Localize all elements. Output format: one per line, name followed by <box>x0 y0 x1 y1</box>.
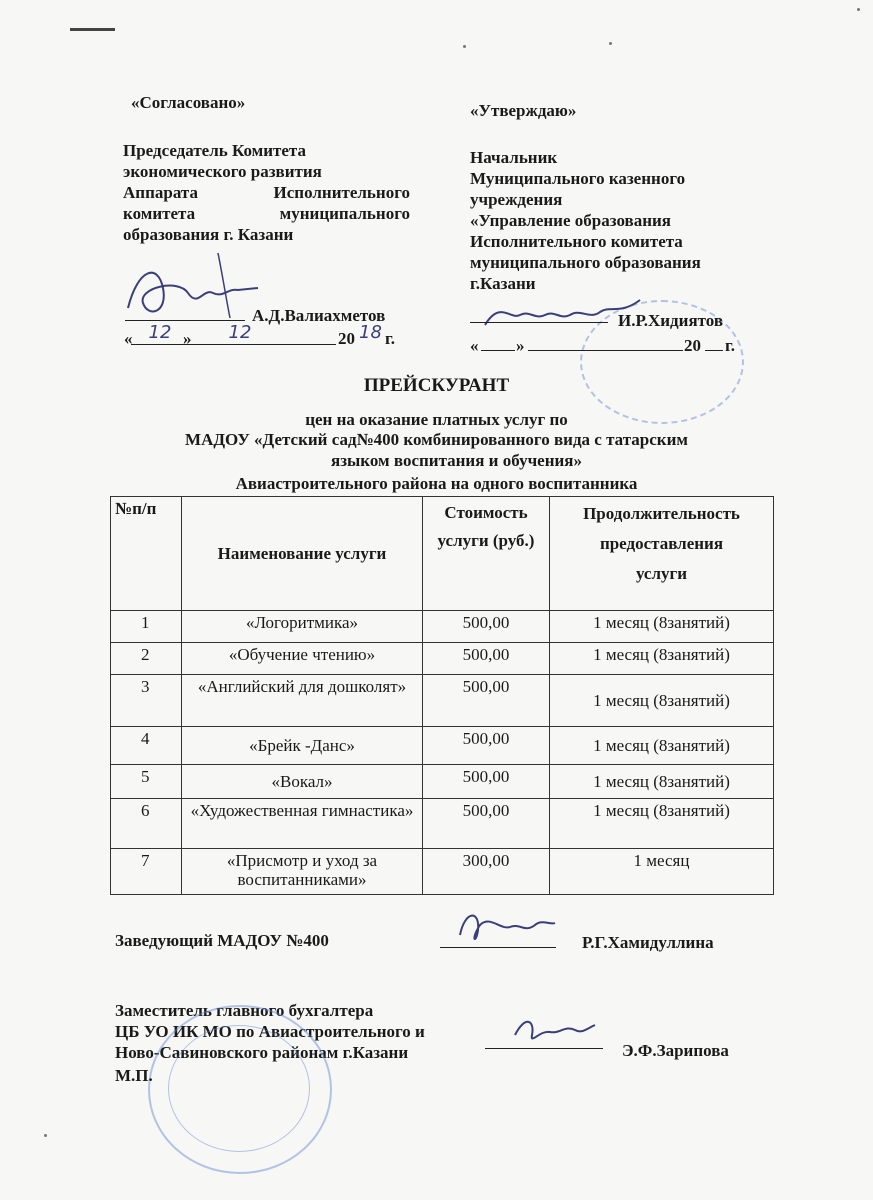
row-name: «Логоритмика» <box>182 611 423 643</box>
right-date-day-line <box>481 350 515 351</box>
left-date-year: 18 <box>359 322 382 343</box>
right-line: учреждения <box>470 190 563 209</box>
table-row <box>111 765 774 799</box>
scan-speck <box>44 1134 47 1137</box>
organization-stamp-inner <box>168 1025 310 1152</box>
row-price: 500,00 <box>423 765 550 799</box>
left-line: Председатель Комитета <box>123 141 306 160</box>
right-line: Муниципального казенного <box>470 169 686 188</box>
right-line: г.Казани <box>470 274 536 293</box>
header-price-line: услуги (руб.) <box>437 531 535 550</box>
left-date-mid: » <box>183 329 192 348</box>
document-title: ПРЕЙСКУРАНТ <box>363 375 510 396</box>
accountant-signature-line <box>485 1048 603 1049</box>
left-date-line <box>131 344 336 345</box>
row-name: «Обучение чтению» <box>182 643 423 675</box>
row-name: «Английский для дошколят» <box>182 675 423 727</box>
right-date-month-line <box>528 350 683 351</box>
left-date-month: 12 <box>228 322 252 343</box>
left-line: экономического развития <box>123 162 322 181</box>
row-num: 2 <box>111 643 182 675</box>
left-line: Аппарата Исполнительного <box>123 183 410 202</box>
left-signature-line <box>125 320 245 321</box>
table-row <box>111 849 774 895</box>
scan-speck <box>463 45 466 48</box>
left-date-year-prefix: 20 <box>338 329 355 348</box>
accountant-line: Заместитель главного бухгалтера <box>115 1001 374 1020</box>
right-line: «Управление образования <box>470 211 671 230</box>
left-line: образования г. Казани <box>123 225 294 244</box>
right-signer-name: И.Р.Хидиятов <box>618 311 724 330</box>
header-price-line: Стоимость <box>444 503 528 522</box>
header-duration-line: услуги <box>635 564 688 583</box>
approved-heading: «Согласовано» <box>131 93 246 112</box>
row-duration: 1 месяц (8занятий) <box>550 727 774 765</box>
row-duration: 1 месяц <box>550 849 774 895</box>
left-signer-name: А.Д.Валиахметов <box>252 306 386 325</box>
left-position-block <box>123 140 410 245</box>
row-price: 300,00 <box>423 849 550 895</box>
right-date-year-prefix: 20 <box>684 336 701 355</box>
right-line: Исполнительного комитета <box>470 232 683 251</box>
row-price: 500,00 <box>423 727 550 765</box>
right-signature-line <box>470 322 608 323</box>
row-duration: 1 месяц (8занятий) <box>550 675 774 727</box>
head-signature-line <box>440 947 556 948</box>
left-date-day: 12 <box>148 322 172 343</box>
table-row <box>111 643 774 675</box>
header-num: №п/п <box>111 497 182 611</box>
header-price <box>423 497 550 611</box>
header-name: Наименование услуги <box>182 497 423 611</box>
accountant-line: ЦБ УО ИК МО по Авиастроительного и <box>115 1022 425 1041</box>
right-date-open: « <box>470 336 479 355</box>
row-num: 3 <box>111 675 182 727</box>
seal-place-label: М.П. <box>115 1066 153 1085</box>
table-row <box>111 727 774 765</box>
scan-speck <box>857 8 860 11</box>
left-date-open: « <box>124 329 133 348</box>
accountant-signature <box>510 1010 600 1050</box>
row-name: «Брейк -Данс» <box>182 727 423 765</box>
title-line: МАДОУ «Детский сад№400 комбинированного вида с татарским <box>185 430 688 449</box>
approve-heading: «Утверждаю» <box>470 101 577 120</box>
left-date-suffix: г. <box>385 329 396 348</box>
right-line: муниципального образования <box>470 253 701 272</box>
row-duration: 1 месяц (8занятий) <box>550 643 774 675</box>
row-num: 4 <box>111 727 182 765</box>
row-price: 500,00 <box>423 643 550 675</box>
head-title: Заведующий МАДОУ №400 <box>115 931 329 950</box>
left-signature <box>118 248 268 328</box>
title-line: Авиастроительного района на одного воспитанника <box>235 474 638 493</box>
right-date-year-line <box>705 350 723 351</box>
right-date-suffix: г. <box>725 336 736 355</box>
price-table <box>110 496 774 895</box>
row-num: 1 <box>111 611 182 643</box>
scan-speck <box>609 42 612 45</box>
head-signature <box>450 905 560 950</box>
row-name: «Вокал» <box>182 765 423 799</box>
left-line: комитета муниципального <box>123 204 410 223</box>
title-line: цен на оказание платных услуг по <box>305 410 568 429</box>
right-date-mid: » <box>516 336 525 355</box>
row-num: 6 <box>111 799 182 849</box>
table-row <box>111 611 774 643</box>
row-name: «Художественная гимнастика» <box>182 799 423 849</box>
header-duration <box>550 497 774 611</box>
row-price: 500,00 <box>423 611 550 643</box>
table-row <box>111 675 774 727</box>
row-price: 500,00 <box>423 799 550 849</box>
accountant-line: Ново-Савиновского районам г.Казани <box>115 1043 409 1062</box>
header-duration-line: Продолжительность <box>583 504 740 523</box>
accountant-name: Э.Ф.Зарипова <box>622 1041 729 1060</box>
table-header-row <box>111 497 774 611</box>
row-duration: 1 месяц (8занятий) <box>550 611 774 643</box>
scan-edge-line <box>70 28 115 31</box>
table-row <box>111 799 774 849</box>
title-line: языком воспитания и обучения» <box>331 451 582 470</box>
right-position-block <box>470 147 701 294</box>
header-duration-line: предоставления <box>599 534 724 553</box>
row-duration: 1 месяц (8занятий) <box>550 765 774 799</box>
row-name: «Присмотр и уход за воспитанниками» <box>182 849 423 895</box>
row-duration: 1 месяц (8занятий) <box>550 799 774 849</box>
row-price: 500,00 <box>423 675 550 727</box>
right-line: Начальник <box>470 148 558 167</box>
row-num: 7 <box>111 849 182 895</box>
head-name: Р.Г.Хамидуллина <box>582 933 714 952</box>
row-num: 5 <box>111 765 182 799</box>
